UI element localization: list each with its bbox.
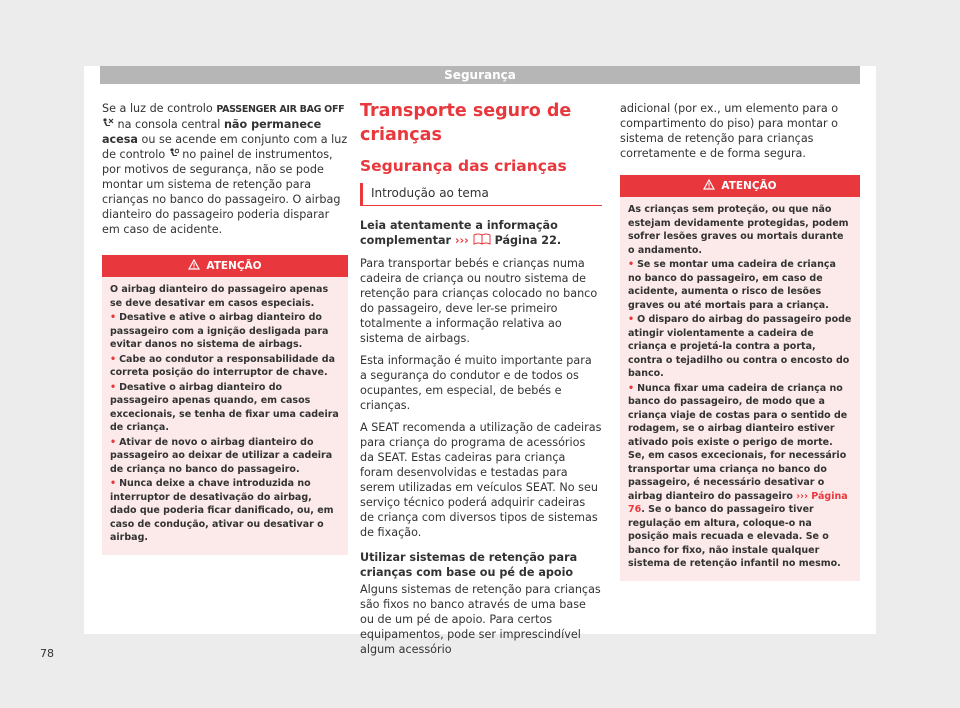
warning-box-2 [620, 175, 860, 581]
airbag-warning-icon [169, 148, 179, 161]
passenger-airbag-off-label: PASSENGER AIR BAG OFF [216, 104, 345, 115]
warning-intro: As crianças sem proteção, ou que não estejam devidamente protegidas, podem sofrer lesões graves ou mortais durante o andamento. [628, 204, 849, 256]
warning-body [102, 277, 348, 555]
section-header: Segurança [100, 66, 860, 84]
body-paragraph: Esta informação é muito importante para a segurança do condutor e de todos os ocupantes, em especial, de bebés e crianças. [360, 354, 592, 412]
warning-item: • Ativar de novo o airbag dianteiro do passageiro ao deixar de utilizar a cadeira de criança no banco do passageiro. [110, 436, 333, 475]
warning-header: ATENÇÃO [620, 175, 860, 197]
body-paragraph: Alguns sistemas de retenção para crianças são fixos no banco através de uma base ou de um pé de apoio. Para certos equipamentos, pode ser imprescindível algum acessório [360, 583, 601, 656]
warning-body [620, 197, 860, 581]
column-2 [360, 99, 602, 664]
page-reference-link[interactable]: ››› Página 76 [628, 490, 848, 515]
page-title: Transporte seguro de crianças [360, 101, 572, 145]
warning-item: • Se se montar uma cadeira de criança no banco do passageiro, em caso de acidente, aumenta o risco de lesões graves ou até mortais para a criança. [628, 259, 836, 311]
warning-header: ATENÇÃO [102, 255, 348, 277]
subsection-title: Introdução ao tema [360, 183, 602, 206]
airbag-off-icon [102, 118, 114, 131]
airbag-paragraph: Se a luz de controlo PASSENGER AIR BAG OFF na consola central não permanece acesa ou se acende em conjunto com a luz de controlo no painel de instrumentos, por motivos de segurança, não se pode montar um sistema de retenção para crianças no banco do passageiro. O airbag dianteiro do passageiro poderia disparar em caso de acidente. [102, 102, 348, 236]
warning-item: • Nunca deixe a chave introduzida no interruptor de desativação do airbag, dado que poderia ficar danificado, ou, em caso de condução, ativar ou desativar o airbag. [110, 478, 334, 543]
book-icon [473, 233, 491, 249]
section-title: Segurança das crianças [360, 157, 567, 175]
warning-triangle-icon [703, 180, 715, 192]
warning-item: • O disparo do airbag do passageiro pode atingir violentamente a cadeira de criança e projetá-la contra a porta, contra o tejadilho ou contra o encosto do banco. [628, 314, 852, 379]
column-3 [620, 101, 860, 581]
body-paragraph: adicional (por ex., um elemento para o compartimento do piso) para montar o sistema de retenção para crianças corretamente e de forma segura. [620, 102, 839, 160]
warning-box-1 [102, 255, 348, 555]
body-paragraph: A SEAT recomenda a utilização de cadeiras para criança do programa de acessórios da SEAT. Estas cadeiras para criança foram desenvolvidas e testadas para serem utilizadas em veículos SEAT. No seu serviço técnico poderá adquirir cadeiras de criança com diversos tipos de sistemas de fixação. [360, 421, 602, 539]
column-1 [102, 101, 348, 555]
warning-intro: O airbag dianteiro do passageiro apenas se deve desativar em casos especiais. [110, 284, 329, 309]
subheading: Utilizar sistemas de retenção para crianças com base ou pé de apoio [360, 551, 578, 579]
warning-item: • Nunca fixar uma cadeira de criança no banco do passageiro, de modo que a criança viaje de costas para o sentido de rodagem, se o airbag dianteiro estiver ativado pois existe o perigo de morte. Se, em casos excecionais, for necessário transportar uma criança no banco do passageiro, é necessário desativar o airbag dianteiro do passageiro ››› Página 76. Se o banco do passageiro tiver regulação em altura, coloque-o na posição mais recuada e elevada. Se o banco for fixo, não instale qualquer sistema de retenção infantil no mesmo. [628, 382, 848, 569]
page-reference-link[interactable]: Página 22 [490, 234, 557, 247]
warning-item: • Desative o airbag dianteiro do passageiro apenas quando, em casos excecionais, se tenha de fixar uma cadeira de criança. [110, 381, 339, 433]
lead-paragraph: Leia atentamente a informação complementar ››› Página 22. [360, 219, 562, 247]
warning-item: • Desative e ative o airbag dianteiro do passageiro com a ignição desligada para evitar danos no sistema de airbags. [110, 312, 329, 350]
warning-triangle-icon [188, 260, 200, 272]
warning-item: • Cabe ao condutor a responsabilidade da correta posição do interruptor de chave. [110, 353, 335, 378]
page-number: 78 [40, 647, 54, 660]
body-paragraph: Para transportar bebés e crianças numa cadeira de criança ou noutro sistema de retenção para crianças colocado no banco do passageiro, deve ler-se primeiro totalmente a informação relativa ao sistema de airbags. [360, 257, 598, 345]
